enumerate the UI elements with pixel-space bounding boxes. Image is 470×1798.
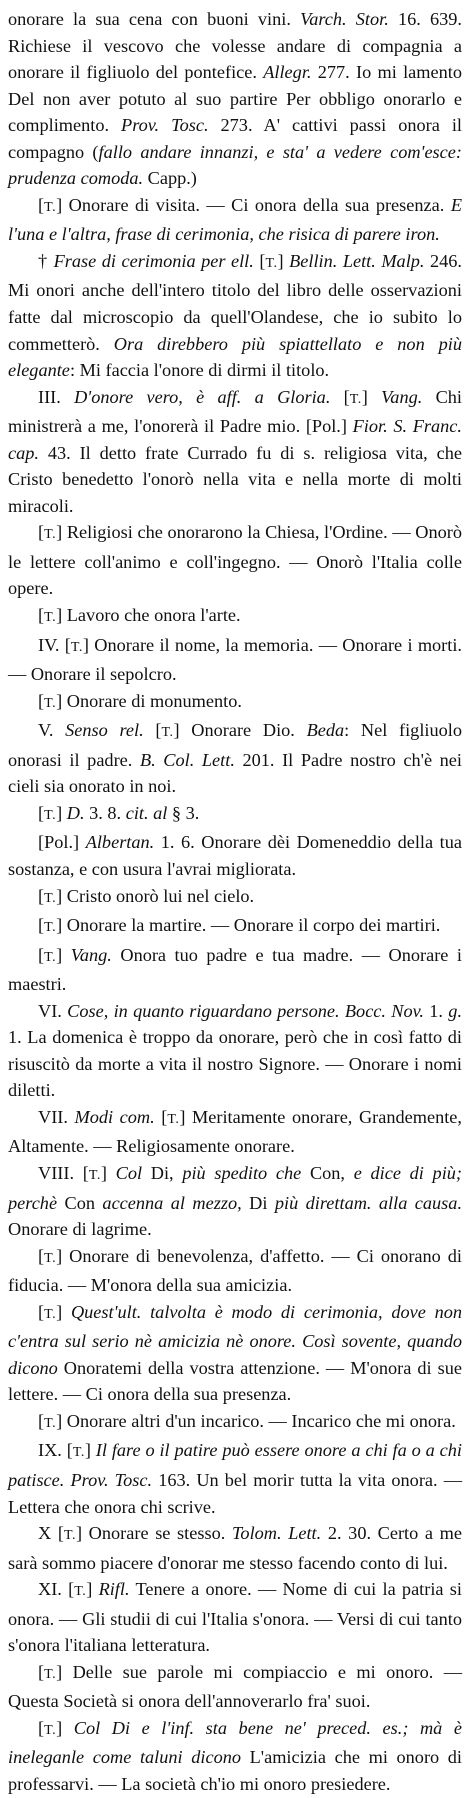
italic-text: Tolom. Lett. (231, 1523, 322, 1544)
entry-text: XI. [ (38, 1579, 75, 1600)
entry-text: Di (241, 1192, 275, 1213)
italic-text: Col (115, 1162, 143, 1183)
italic-text: e dice di più; perchè (8, 1162, 462, 1213)
dictionary-paragraph (8, 1520, 462, 1576)
entry-text: 201. Il Padre nostro ch'è nei cieli sia onorato in noi. (8, 749, 462, 797)
entry-text: Tenere a onore. — Nome di cui la patria si onora. — Gli studii di cui l'Italia s'onora. — Versi di cui tanto s'onora l'italiana letteratura. (8, 1579, 462, 1656)
entry-text: Di, (142, 1162, 183, 1183)
entry-text: [ (38, 915, 45, 936)
entry-text: ] Onorare se stesso. (75, 1523, 232, 1544)
italic-text: più direttam. alla causa. (274, 1192, 463, 1213)
italic-text: Albertan. (85, 832, 155, 853)
entry-text: V. (38, 720, 66, 741)
entry-text: [ (154, 1106, 168, 1127)
entry-text: [ (38, 802, 45, 823)
dictionary-paragraph (8, 6, 462, 192)
entry-text: [ (143, 720, 162, 741)
dictionary-paragraph (8, 912, 462, 942)
entry-text: [ (38, 1245, 45, 1266)
entry-text: [ (38, 1661, 45, 1682)
entry-text: [ (38, 522, 45, 543)
dictionary-paragraph (8, 519, 462, 602)
dictionary-paragraph (8, 384, 462, 520)
entry-text: [ (38, 605, 45, 626)
entry-text: 43. Il detto frate Currado fu di s. religiosa vita, che Cristo benedetto l'onorò nella vita e nella morte di molti miracoli. (8, 442, 462, 516)
italic-text: Col Di e l'inf. sta bene ne' preced. es.; mà è ineleganle come taluni dicono (8, 1717, 462, 1768)
italic-text: Allegr. (263, 62, 312, 83)
dictionary-paragraph (8, 1104, 462, 1160)
entry-text: ] (361, 386, 382, 407)
source-tag: T. (44, 1306, 57, 1322)
dictionary-paragraph (8, 1299, 462, 1408)
entry-text: 246. Mi onori anche dell'intero titolo del libro delle osservazioni fatte dal microscopio da quell'Olandese, che io subito lo commetterò. (8, 250, 462, 354)
dictionary-paragraph (8, 602, 462, 632)
entry-text: ] (56, 1301, 71, 1322)
entry-text: ] (56, 802, 67, 823)
source-tag: T. (74, 1584, 87, 1600)
dictionary-paragraph (8, 1408, 462, 1438)
italic-text: D'onore vero, è aff. a Gloria. (74, 386, 331, 407)
entry-text: 2. 30. Certo a me sarà sommo piacere d'onorar me stesso facendo conto di lui. (8, 1523, 462, 1573)
entry-text: VI. (38, 1000, 68, 1021)
entry-text: Capp.) (143, 168, 197, 189)
entry-text: ] Religiosi che onorarono la Chiesa, l'Ordine. — Onorò le lettere coll'animo e coll'ingegno. — Onorò l'Italia colle opere. (8, 522, 462, 599)
entry-text: 1. 6. Onorare dèi Domeneddio della tua sostanza, e con usura l'avrai migliorata. (8, 832, 462, 879)
entry-text: ] (56, 1717, 74, 1738)
entry-text: ] Onorare altri d'un incarico. — Incarico che mi onora. (56, 1410, 456, 1431)
entry-text: ] (84, 1440, 96, 1461)
dictionary-paragraph (8, 1715, 462, 1798)
source-tag: T. (44, 1250, 57, 1266)
entry-text: 3. 8. (84, 802, 126, 823)
entry-text: ] Onorare di monumento. (56, 690, 242, 711)
italic-text: fallo andare innanzi, e sta' a vedere com'esce: prudenza comoda. (8, 141, 462, 189)
italic-text: Beda (306, 720, 345, 741)
source-tag: T. (167, 1111, 180, 1127)
source-tag: T. (265, 255, 278, 271)
source-tag: T. (70, 639, 83, 655)
entry-text: VIII. [ (38, 1162, 89, 1183)
source-tag: T. (44, 199, 57, 215)
source-tag: T. (44, 1415, 57, 1431)
entry-text: Con, (301, 1162, 354, 1183)
source-tag: T. (44, 1722, 57, 1738)
italic-text: Cose, in quanto riguardano persone. Bocc. Nov. (67, 1000, 424, 1021)
entry-text: Con (57, 1192, 103, 1213)
source-tag: T. (44, 695, 57, 711)
entry-text: : Mi faccia l'onore di dirmi il titolo. (69, 360, 330, 381)
entry-text: 273. A' cattivi passi onora il compagno ( (8, 115, 462, 162)
dictionary-paragraph (8, 248, 462, 384)
dictionary-paragraph (8, 717, 462, 800)
dictionary-paragraph (8, 1659, 462, 1715)
dictionary-paragraph (8, 1437, 462, 1520)
entry-text: VII. (38, 1106, 75, 1127)
italic-text: Vang. (381, 386, 423, 407)
entry-text: ] Onorare di visita. — Ci onora della sua presenza. (56, 194, 451, 215)
entry-text: [ (253, 250, 266, 271)
entry-text: 163. Un bel morir tutta la vita onora. — Lettera che onora chi scrive. (8, 1469, 462, 1517)
source-tag: T. (44, 610, 57, 626)
entry-text: 277. Io mi lamento Del non aver potuto al suo partire Per obbligo onorarlo e complimento. (8, 62, 462, 136)
entry-text: ] (277, 250, 290, 271)
entry-text: 1. La domenica è troppo da onorare, però che in così fatto di risuscitò da morte a vita il nostro Signore. — Onorare i nomi diletti. (8, 1027, 462, 1101)
entry-text: IV. [ (38, 634, 71, 655)
italic-text: Fior. S. Franc. cap. (8, 416, 462, 463)
dictionary-paragraph (8, 1576, 462, 1659)
italic-text: g. (448, 1000, 463, 1021)
source-tag: T. (44, 807, 57, 823)
italic-text: Senso rel. (65, 720, 144, 741)
italic-text: Modi com. (74, 1106, 155, 1127)
italic-text: cit. al (125, 802, 168, 823)
entry-text: ] Onorare di benevolenza, d'affetto. — Ci onorano di fiducia. — M'onora della sua amicizia. (8, 1245, 462, 1296)
dictionary-paragraph (8, 942, 462, 998)
italic-text: Ora direbbero più spiattellato e non più elegante (8, 333, 462, 381)
italic-text: D. (66, 802, 85, 823)
entry-text: ] Onorare la martire. — Onorare il corpo dei martiri. (56, 915, 441, 936)
italic-text: Bellin. Lett. Malp. (289, 250, 425, 271)
dictionary-paragraph (8, 998, 462, 1104)
dictionary-paragraph (8, 688, 462, 718)
italic-text: più spedito che (182, 1162, 302, 1183)
entry-text: ] Lavoro che onora l'arte. (56, 605, 241, 626)
entry-text: ] Onorare il nome, la memoria. — Onorare i morti. — Onorare il sepolcro. (8, 634, 462, 685)
italic-text: Frase di cerimonia per ell. (53, 250, 254, 271)
entry-text: : Nel figliuolo onorasi il padre. (8, 720, 462, 770)
italic-text: accenna al mezzo, (102, 1192, 242, 1213)
entry-text: 16. 639. Richiese il vescovo che volesse andare di compagnia a onorare il figliuolo del pontefice. (8, 9, 462, 83)
entry-text: † (38, 250, 54, 271)
italic-text: B. Col. Lett. (139, 749, 235, 770)
source-tag: T. (44, 949, 57, 965)
source-tag: T. (161, 725, 174, 741)
source-tag: T. (44, 1666, 57, 1682)
entry-text: Chi ministrerà a me, l'onorerà il Padre mio. [Pol.] (8, 386, 463, 437)
entry-text: onorare la sua cena con buoni vini. (8, 9, 301, 29)
dictionary-paragraph (8, 632, 462, 688)
entry-text: IX. [ (38, 1440, 73, 1461)
entry-text: ] (100, 1162, 116, 1183)
dictionary-paragraph (8, 192, 462, 248)
entry-text: 1. (423, 1000, 449, 1021)
entry-text: ] Delle sue parole mi compiaccio e mi onoro. — Questa Società si onora dell'annoverarlo fra' suoi. (8, 1661, 462, 1712)
italic-text: Rifl. (98, 1579, 130, 1600)
entry-text: X [ (38, 1523, 64, 1544)
entry-text: [ (38, 1301, 45, 1322)
italic-text: E l'una e l'altra, frase di cerimonia, che risica di parere iron. (8, 194, 462, 245)
entry-text: [ (38, 1410, 45, 1431)
entry-text: [ (38, 1717, 45, 1738)
italic-text: Quest'ult. talvolta è modo di cerimonia, dove non c'entra sul serio nè amicizia nè onore. Così sovente, quando dicono (8, 1301, 462, 1378)
source-tag: T. (44, 890, 57, 906)
source-tag: T. (72, 1445, 85, 1461)
entry-text: [Pol.] (38, 832, 86, 853)
entry-text: [ (38, 885, 45, 906)
italic-text: Il fare o il patire può essere onore a chi fa o a chi patisce. Prov. Tosc. (8, 1440, 462, 1490)
source-tag: T. (88, 1167, 101, 1183)
entry-text: [ (38, 944, 45, 965)
italic-text: Prov. Tosc. (121, 115, 209, 136)
entry-text: [ (38, 690, 45, 711)
dictionary-paragraph (8, 829, 462, 882)
source-tag: T. (44, 527, 57, 543)
entry-text: ] Cristo onorò lui nel cielo. (56, 885, 255, 906)
dictionary-paragraph (8, 800, 462, 830)
entry-text: § 3. (167, 802, 200, 823)
source-tag: T. (349, 391, 362, 407)
italic-text: Vang. (70, 944, 112, 965)
dictionary-paragraph (8, 1243, 462, 1299)
entry-text: [ (38, 194, 45, 215)
italic-text: Varch. Stor. (300, 9, 389, 29)
source-tag: T. (63, 1528, 76, 1544)
dictionary-paragraph (8, 1160, 462, 1243)
entry-text: III. (38, 386, 75, 407)
entry-text: ] Onorare Dio. (173, 720, 307, 741)
source-tag: T. (44, 920, 57, 936)
entry-text: ] (56, 944, 71, 965)
entry-text: Onoratemi della vostra attenzione. — M'onora di sue lettere. — Ci onora della sua presenza. (8, 1357, 462, 1405)
dictionary-paragraph (8, 883, 462, 913)
entry-text: ] (86, 1579, 99, 1600)
entry-text: [ (330, 386, 350, 407)
entry-text: L'amicizia che mi onoro di professarvi. — La società ch'io mi onoro presiedere. (8, 1747, 463, 1794)
entry-text: Onora tuo padre e tua madre. — Onorare i maestri. (8, 944, 463, 995)
entry-text: ] Meritamente onorare, Grandemente, Altamente. — Religiosamente onorare. (8, 1106, 462, 1157)
entry-text: Onorare di lagrime. (8, 1219, 152, 1240)
